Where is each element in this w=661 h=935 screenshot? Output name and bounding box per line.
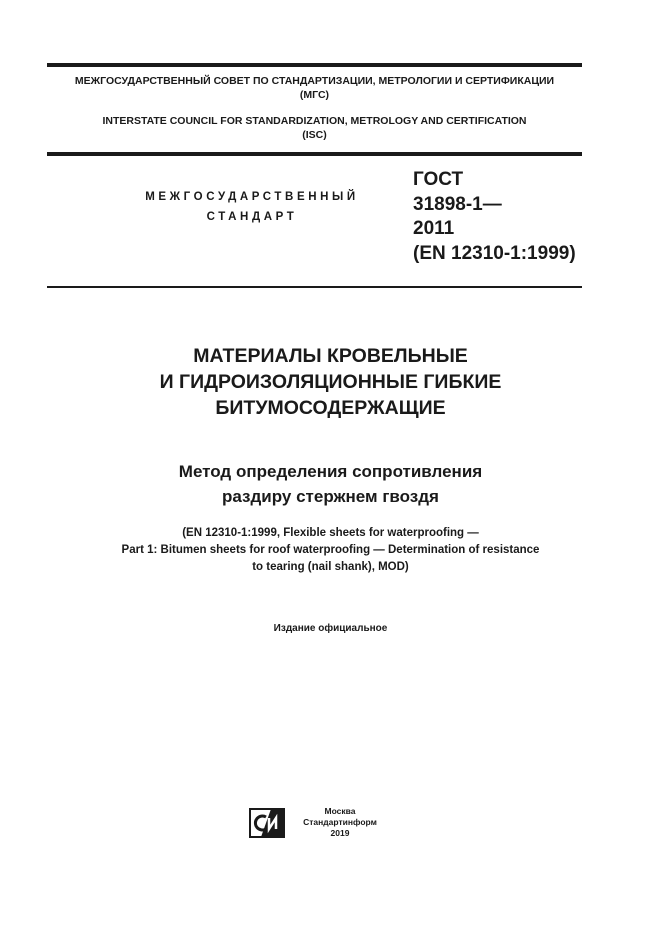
english-title-line: (EN 12310-1:1999, Flexible sheets for waterproofing — (182, 527, 479, 539)
designation-en-equivalent: (EN 12310-1:1999) (413, 242, 576, 264)
standard-type-line: МЕЖГОСУДАРСТВЕННЫЙ (145, 191, 359, 203)
designation-prefix: ГОСТ (413, 169, 464, 190)
council-name-en-line: INTERSTATE COUNCIL FOR STANDARDIZATION, METROLOGY AND CERTIFICATION (102, 115, 527, 127)
publisher-name: Стандартинформ (303, 817, 377, 827)
standard-type (112, 187, 392, 227)
title-line: И ГИДРОИЗОЛЯЦИОННЫЕ ГИБКИЕ (159, 371, 502, 393)
english-title-line: to tearing (nail shank), MOD) (252, 561, 409, 573)
standartinform-logo-icon (249, 808, 285, 838)
council-abbr-en: (ISC) (302, 129, 327, 141)
lower-rule (47, 286, 582, 288)
subtitle-line: Метод определения сопротивления (178, 462, 483, 481)
subtitle-line: раздиру стержнем гвоздя (222, 487, 439, 506)
middle-rule (47, 152, 582, 156)
designation-number: 31898-1— (413, 193, 502, 215)
council-name-ru-line: МЕЖГОСУДАРСТВЕННЫЙ СОВЕТ ПО СТАНДАРТИЗАЦИИ, МЕТРОЛОГИИ И СЕРТИФИКАЦИИ (74, 75, 555, 87)
publisher-city: Москва (324, 806, 356, 816)
title-line: МАТЕРИАЛЫ КРОВЕЛЬНЫЕ (193, 345, 468, 367)
title-line: БИТУМОСОДЕРЖАЩИЕ (215, 397, 446, 419)
english-title-line: Part 1: Bitumen sheets for roof waterproofing — Determination of resistance (121, 544, 540, 556)
document-subtitle (60, 459, 601, 509)
designation-year: 2011 (413, 218, 455, 239)
edition-note: Издание официальное (273, 623, 388, 634)
document-title (60, 343, 601, 421)
standard-type-line: СТАНДАРТ (206, 211, 298, 223)
english-title (47, 525, 614, 576)
council-name-en (47, 114, 582, 142)
publisher-info (292, 806, 388, 839)
council-name-ru (47, 74, 582, 102)
top-rule (47, 63, 582, 67)
publication-year: 2019 (330, 828, 350, 838)
standard-designation (413, 168, 576, 266)
council-abbr-ru: (МГС) (299, 89, 330, 101)
